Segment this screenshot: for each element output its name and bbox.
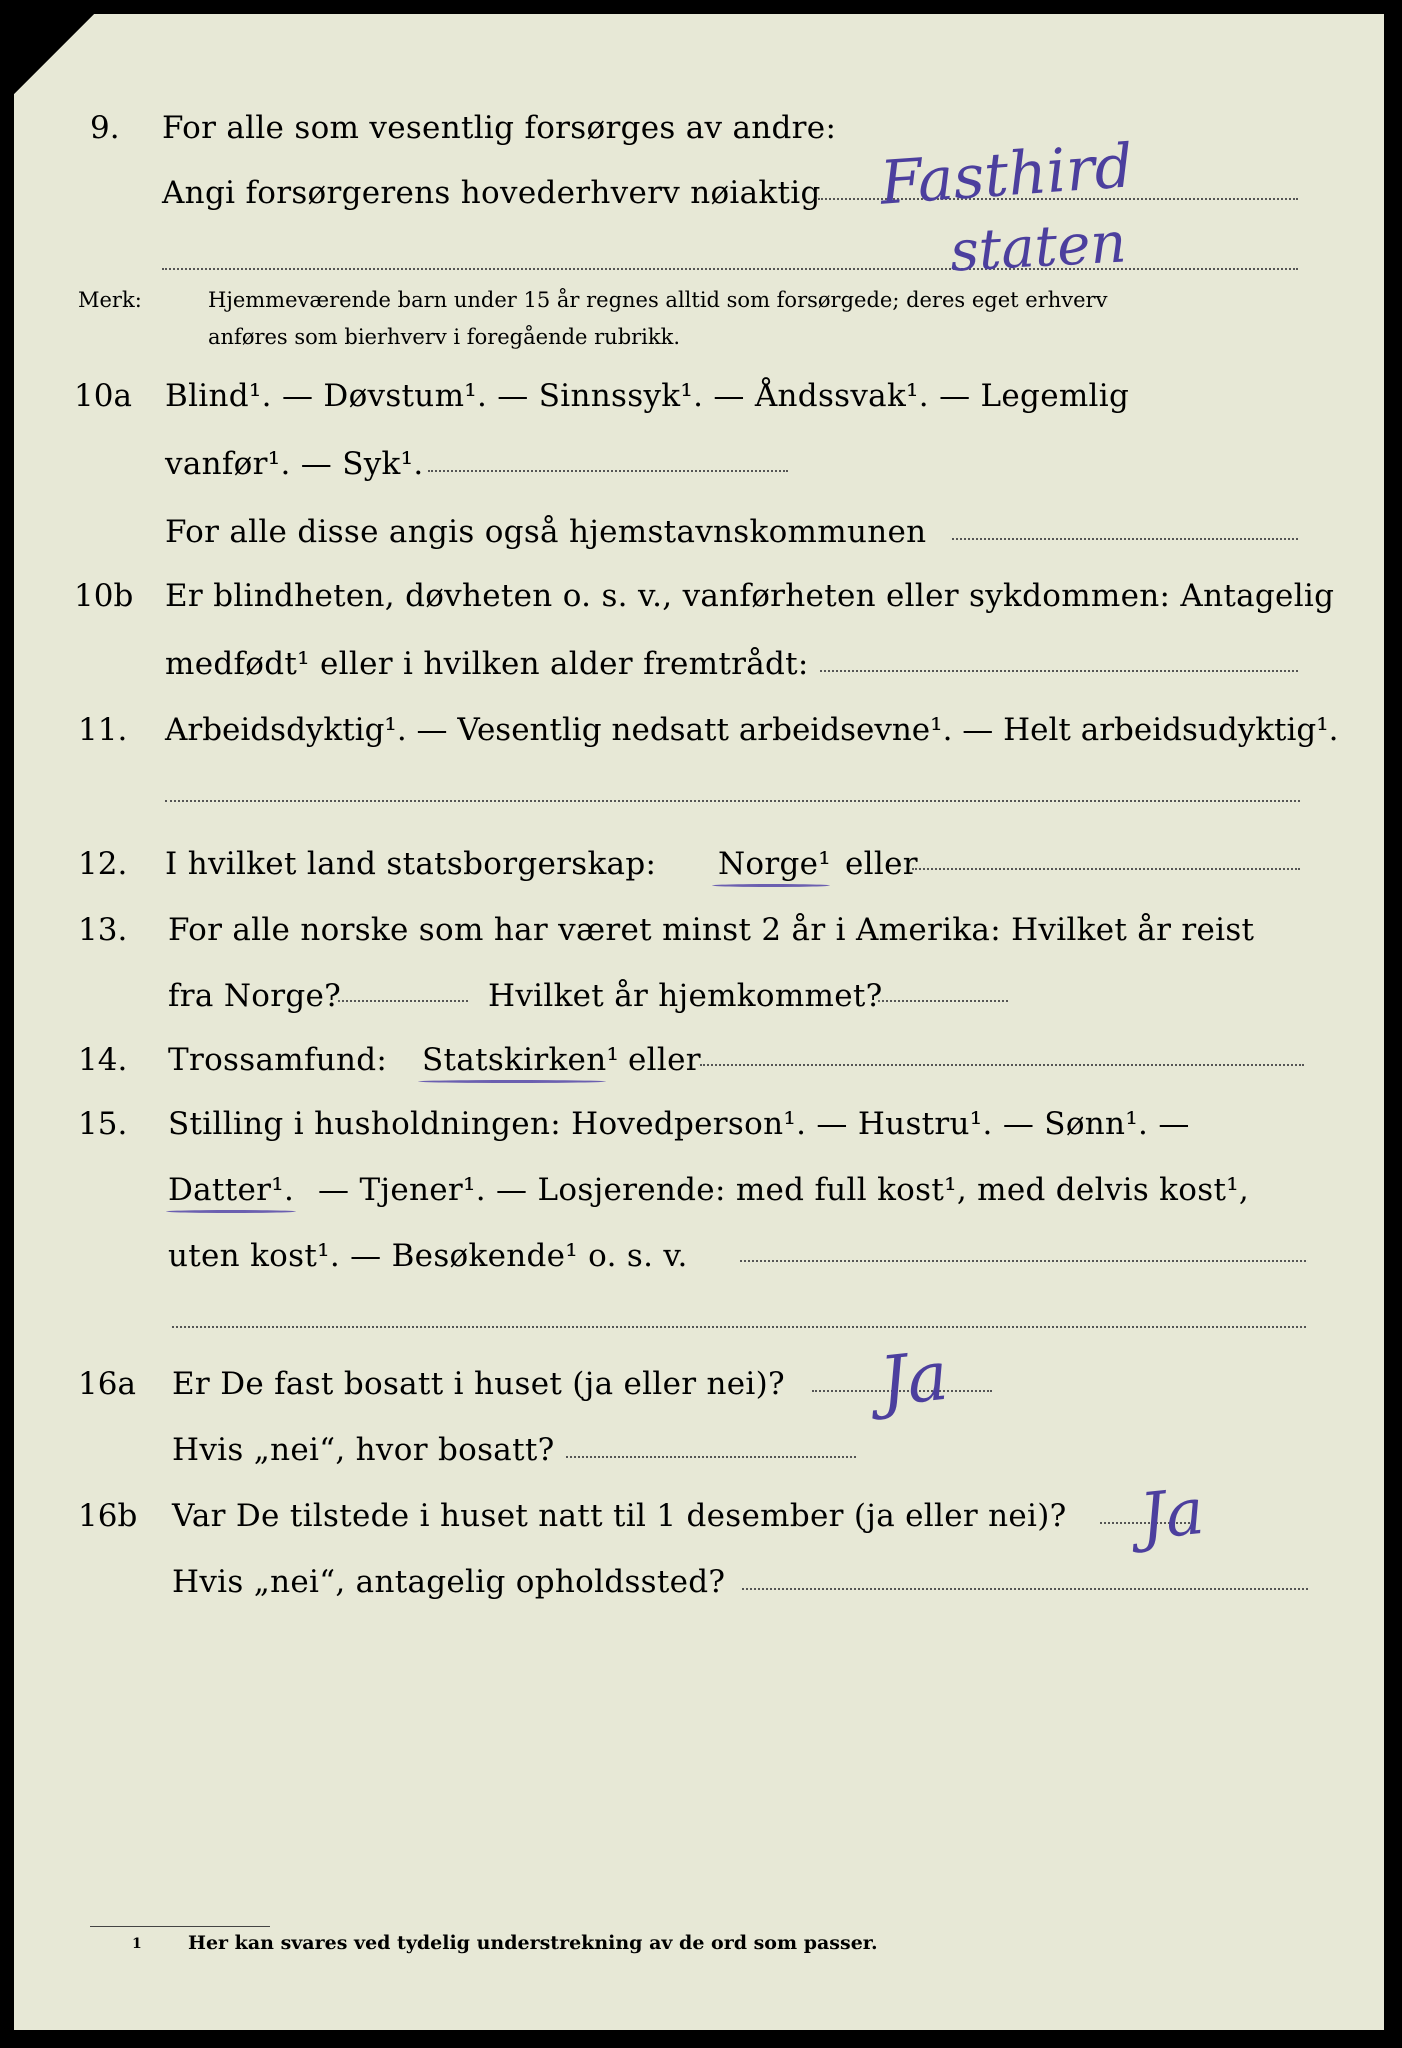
q11-answer-line	[165, 800, 1300, 802]
census-form-page	[14, 14, 1384, 2030]
q10a-line2: vanfør¹. — Syk¹.	[165, 446, 424, 482]
q12-norge-underline	[712, 884, 830, 887]
q15-answer-line1	[740, 1260, 1306, 1262]
q14-answer-line	[700, 1064, 1304, 1066]
q12-line1-a: I hvilket land statsborgerskap:	[165, 846, 657, 882]
merk-line2: anføres som bierhverv i foregående rubrikk.	[208, 325, 681, 349]
q15-line2-b: — Tjener¹. — Losjerende: med full kost¹, med delvis kost¹,	[318, 1172, 1250, 1208]
footnote-text: Her kan svares ved tydelig understrekning av de ord som passer.	[188, 1932, 878, 1954]
q16a-number: 16a	[78, 1366, 136, 1402]
q11-number: 11.	[78, 712, 128, 748]
merk-label: Merk:	[78, 288, 142, 312]
q14-number: 14.	[78, 1042, 128, 1078]
q13-line1: For alle norske som har været minst 2 år i Amerika: Hvilket år reist	[168, 912, 1255, 948]
q13-number: 13.	[78, 912, 128, 948]
q9-handwriting-2: staten	[948, 210, 1128, 285]
q15-line1: Stilling i husholdningen: Hovedperson¹. — Hustru¹. — Sønn¹. —	[168, 1106, 1190, 1142]
q12-line1-c: eller	[845, 846, 918, 882]
q16a-handwriting: Ja	[876, 1336, 952, 1423]
q12-norge-option: Norge¹	[718, 846, 832, 882]
footnote-rule	[90, 1926, 270, 1927]
q10b-answer-line	[820, 670, 1298, 672]
q16b-line1: Var De tilstede i huset natt til 1 desember (ja eller nei)?	[172, 1498, 1067, 1534]
q15-line3: uten kost¹. — Besøkende¹ o. s. v.	[168, 1238, 688, 1274]
q14-statskirken-option: Statskirken¹	[422, 1042, 620, 1078]
q10a-answer-line1	[428, 470, 788, 472]
q13-hjemkommet-line	[878, 1000, 1008, 1002]
q16a-line1: Er De fast bosatt i huset (ja eller nei)?	[172, 1366, 785, 1402]
q14-line1-a: Trossamfund:	[168, 1042, 388, 1078]
q15-answer-line2	[172, 1326, 1306, 1328]
q14-line1-c: eller	[628, 1042, 701, 1078]
q10a-line1: Blind¹. — Døvstum¹. — Sinnssyk¹. — Åndssvak¹. — Legemlig	[165, 378, 1130, 414]
q13-line2-a: fra Norge?	[168, 978, 342, 1014]
q10a-line3: For alle disse angis også hjemstavnskommunen	[165, 514, 927, 550]
q13-reist-line	[338, 1000, 468, 1002]
q15-number: 15.	[78, 1106, 128, 1142]
q15-datter-underline	[166, 1210, 296, 1213]
q14-statskirken-underline	[418, 1080, 606, 1083]
q10b-line2: medfødt¹ eller i hvilken alder fremtrådt:	[165, 646, 809, 682]
q16a-line2: Hvis „nei“, hvor bosatt?	[172, 1432, 555, 1468]
q10b-number: 10b	[74, 578, 134, 614]
q10a-number: 10a	[74, 378, 132, 414]
q12-answer-line	[912, 868, 1300, 870]
q16b-opholdssted-line	[742, 1588, 1308, 1590]
q16b-line2: Hvis „nei“, antagelig opholdssted?	[172, 1564, 726, 1600]
q15-datter-option: Datter¹.	[168, 1172, 295, 1208]
merk-line1: Hjemmeværende barn under 15 år regnes alltid som forsørgede; deres eget erhverv	[208, 288, 1108, 312]
q13-line2-b: Hvilket år hjemkommet?	[488, 978, 883, 1014]
q16b-number: 16b	[78, 1498, 138, 1534]
footnote-mark: 1	[132, 1936, 142, 1952]
q10a-answer-line2	[952, 538, 1298, 540]
q10b-line1: Er blindheten, døvheten o. s. v., vanførheten eller sykdommen: Antagelig	[165, 578, 1335, 614]
q16b-handwriting: Ja	[1136, 1474, 1208, 1556]
q9-number: 9.	[90, 110, 120, 146]
q16a-bosatt-line	[566, 1456, 856, 1458]
q9-handwriting-1: Fasthird	[877, 131, 1136, 219]
q11-line1: Arbeidsdyktig¹. — Vesentlig nedsatt arbeidsevne¹. — Helt arbeidsudyktig¹.	[165, 712, 1339, 748]
q12-number: 12.	[78, 846, 128, 882]
q9-line1: For alle som vesentlig forsørges av andre:	[162, 110, 837, 146]
q9-line2: Angi forsørgerens hovederhverv nøiaktig	[162, 175, 821, 211]
